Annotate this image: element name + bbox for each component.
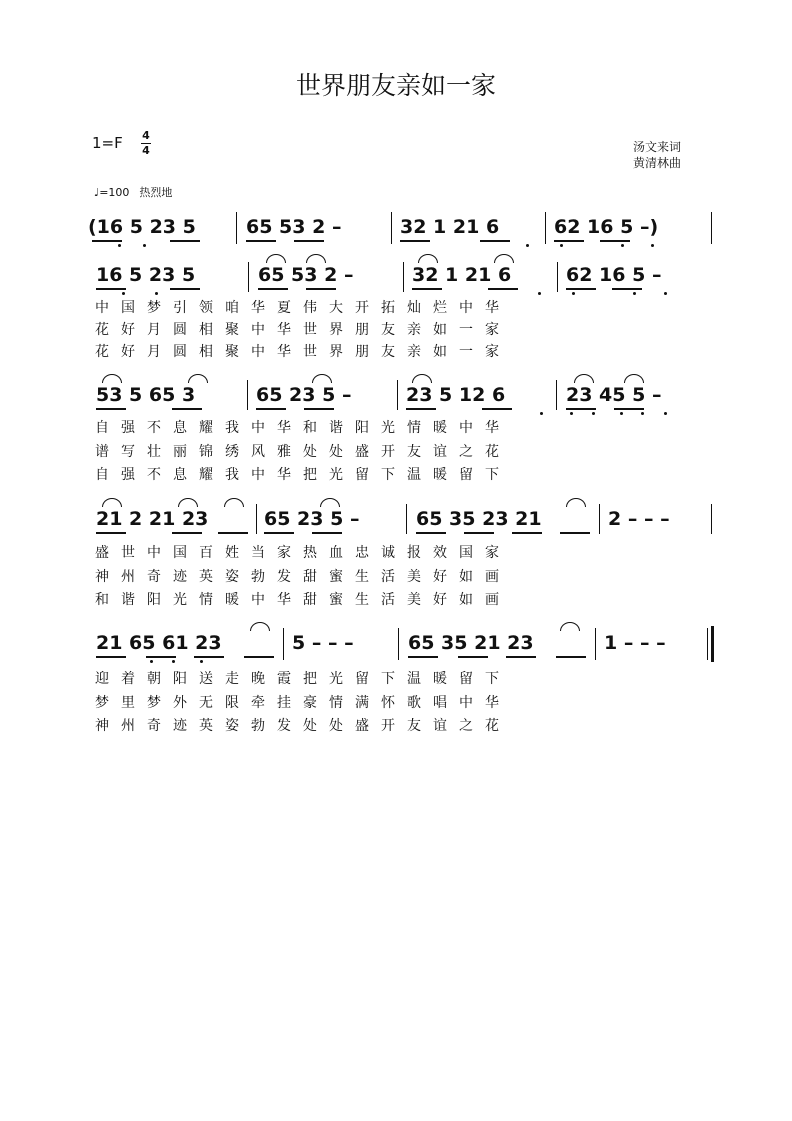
measure: 1 – – – [604, 632, 666, 654]
lyric-line: 迎着朝阳送走晚霞把光留下温暖留下 [95, 671, 511, 687]
lyric-line: 花好月圆相聚中华世界朋友亲如一家 [95, 322, 511, 338]
slur-mark [306, 254, 326, 263]
slur-mark [188, 374, 208, 383]
measure: 62 16 5 –) [554, 216, 659, 238]
measure: 65 53 2 – [258, 264, 354, 286]
lyric-line: 神州奇迹英姿勃发甜蜜生活美好如画 [95, 569, 511, 585]
measure: 5 – – – [292, 632, 354, 654]
slur-mark [566, 498, 586, 507]
lyric-line: 自强不息耀我中华把光留下温暖留下 [95, 467, 511, 483]
measure: 65 23 5 – [256, 384, 352, 406]
slur-mark [178, 498, 198, 507]
composer-credit: 黄清林曲 [633, 156, 682, 170]
measure: 62 16 5 – [566, 264, 662, 286]
slur-mark [266, 254, 286, 263]
lyric-line: 花好月圆相聚中华世界朋友亲如一家 [95, 344, 511, 360]
lyric-line: 和谐阳光情暖中华甜蜜生活美好如画 [95, 592, 511, 608]
tempo-value: ♩=100 [94, 186, 130, 199]
slur-mark [102, 498, 122, 507]
song-title: 世界朋友亲如一家 [295, 71, 496, 100]
measure: 21 65 61 23 [96, 632, 222, 654]
slur-mark [102, 374, 122, 383]
slur-mark [418, 254, 438, 263]
slur-mark [412, 374, 432, 383]
measure: 65 53 2 – [246, 216, 342, 238]
measure: 32 1 21 6 [400, 216, 500, 238]
lyric-line: 神州奇迹英姿勃发处处盛开友谊之花 [95, 718, 511, 734]
slur-mark [312, 374, 332, 383]
slur-mark [494, 254, 514, 263]
lyric-line: 谱写壮丽锦绣风雅处处盛开友谊之花 [95, 444, 511, 460]
time-signature [138, 130, 154, 157]
slur-mark [574, 374, 594, 383]
measure: 32 1 21 6 [412, 264, 512, 286]
measure: 65 35 23 21 [416, 508, 542, 530]
lyricist-credit: 汤文来词 [633, 140, 682, 154]
time-signature-bottom: 4 [142, 144, 150, 157]
measure: 16 5 23 5 [96, 264, 196, 286]
measure: 65 23 5 – [264, 508, 360, 530]
lyric-line: 盛世中国百姓当家热血忠诚报效国家 [95, 545, 511, 561]
slur-mark [250, 622, 270, 631]
lyric-line: 自强不息耀我中华和谐阳光情暖中华 [95, 420, 511, 436]
slur-mark [560, 622, 580, 631]
measure: 2 – – – [608, 508, 670, 530]
measure: 53 5 65 3 [96, 384, 196, 406]
slur-mark [320, 498, 340, 507]
lyric-line: 中国梦引领咱华夏伟大开拓灿烂中华 [95, 300, 511, 316]
expression-marking: 热烈地 [139, 186, 173, 199]
key-signature: 1=F [92, 134, 123, 152]
slur-mark [224, 498, 244, 507]
measure: 21 2 21 23 [96, 508, 209, 530]
slur-mark [624, 374, 644, 383]
lyric-line: 梦里梦外无限牵挂豪情满怀歌唱中华 [95, 695, 511, 711]
measure: 23 45 5 – [566, 384, 662, 406]
measure: 65 35 21 23 [408, 632, 534, 654]
measure: 23 5 12 6 [406, 384, 506, 406]
time-signature-top: 4 [142, 129, 150, 142]
tempo-marking [94, 184, 172, 200]
measure: (16 5 23 5 [88, 216, 196, 238]
